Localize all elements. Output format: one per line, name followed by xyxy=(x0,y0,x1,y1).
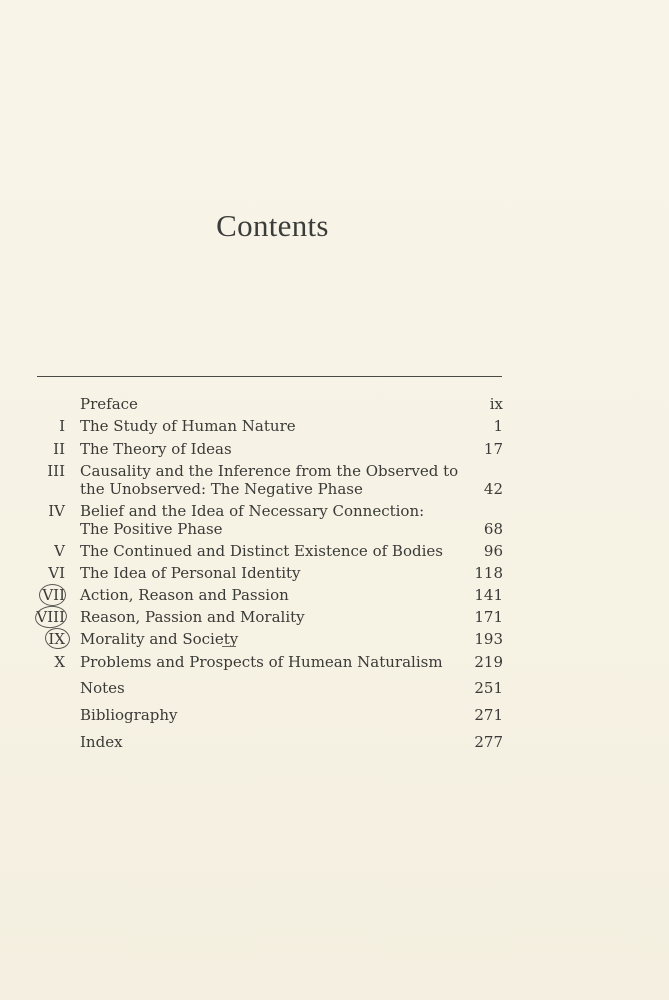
chapter-title: Bibliography xyxy=(80,706,178,724)
page-number: 271 xyxy=(474,706,503,724)
page-number: 277 xyxy=(474,733,503,751)
page-number: ix xyxy=(489,395,503,413)
page-number: 96 xyxy=(483,542,503,560)
chapter-title-line: The Positive Phase xyxy=(80,520,223,538)
chapter-title-line: Causality and the Inference from the Observed to xyxy=(80,462,459,480)
page-number: 141 xyxy=(474,586,503,604)
page-number: 17 xyxy=(483,440,503,458)
page-number: 42 xyxy=(483,480,503,498)
chapter-title: The Theory of Ideas xyxy=(80,440,232,458)
chapter-title: Problems and Prospects of Humean Naturalism xyxy=(80,653,443,671)
chapter-title: The Idea of Personal Identity xyxy=(80,564,301,582)
chapter-number: IV xyxy=(48,502,65,520)
chapter-title: Notes xyxy=(80,679,125,697)
chapter-title: Index xyxy=(80,733,123,751)
chapter-number: VII xyxy=(42,586,65,604)
chapter-number: VI xyxy=(48,564,65,582)
chapter-number: V xyxy=(54,542,65,560)
page-number: 68 xyxy=(483,520,503,538)
page-number: 193 xyxy=(474,630,503,648)
chapter-title: The Continued and Distinct Existence of Bodies xyxy=(80,542,443,560)
chapter-number: II xyxy=(53,440,65,458)
chapter-number: III xyxy=(47,462,65,480)
chapter-number: VIII xyxy=(36,608,65,626)
chapter-title-line: Belief and the Idea of Necessary Connection: xyxy=(80,502,425,520)
chapter-title-line: the Unobserved: The Negative Phase xyxy=(80,480,363,498)
chapter-title: The Study of Human Nature xyxy=(80,417,296,435)
page-number: 1 xyxy=(493,417,503,435)
page-title: Contents xyxy=(216,208,329,243)
chapter-number: X xyxy=(54,653,65,671)
page-number: 171 xyxy=(474,608,503,626)
horizontal-rule xyxy=(37,376,502,377)
chapter-title: Reason, Passion and Morality xyxy=(80,608,305,626)
chapter-title: Morality and Society xyxy=(80,630,239,648)
chapter-number: I xyxy=(59,417,65,435)
chapter-number: IX xyxy=(48,630,65,648)
chapter-title: Action, Reason and Passion xyxy=(80,586,289,604)
page-number: 251 xyxy=(474,679,503,697)
page-number: 118 xyxy=(474,564,503,582)
page-number: 219 xyxy=(474,653,503,671)
chapter-title: Preface xyxy=(80,395,138,413)
